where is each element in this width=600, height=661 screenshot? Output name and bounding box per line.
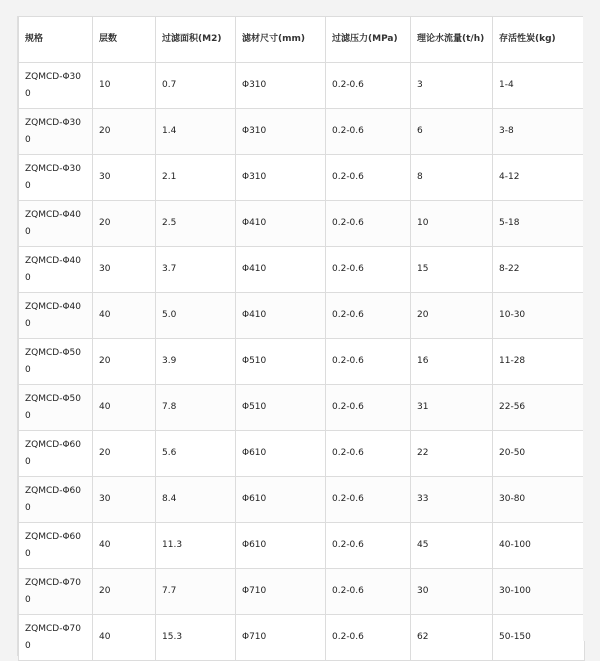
layers-cell: 20: [93, 339, 156, 385]
right-margin: [583, 0, 600, 641]
model-cell: ZQMCD-Φ300: [19, 109, 93, 155]
filter-area-cell: 7.7: [156, 569, 236, 615]
filter-pressure-cell: 0.2-0.6: [326, 63, 411, 109]
carbon-capacity-cell: 20-50: [493, 431, 585, 477]
filter-pressure-cell: 0.2-0.6: [326, 247, 411, 293]
spec-table: [18, 16, 585, 661]
table-row: [19, 615, 585, 661]
table-header: [19, 17, 585, 63]
filter-pressure-cell: 0.2-0.6: [326, 155, 411, 201]
table-row: [19, 109, 585, 155]
table-row: [19, 63, 585, 109]
filter-pressure-cell: 0.2-0.6: [326, 615, 411, 661]
media-size-cell: Φ610: [236, 477, 326, 523]
carbon-capacity-cell: 22-56: [493, 385, 585, 431]
top-margin: [0, 0, 600, 16]
media-size-cell: Φ410: [236, 293, 326, 339]
layers-cell: 30: [93, 247, 156, 293]
model-cell: ZQMCD-Φ700: [19, 615, 93, 661]
filter-area-cell: 7.8: [156, 385, 236, 431]
filter-pressure-cell: 0.2-0.6: [326, 431, 411, 477]
layers-cell: 20: [93, 431, 156, 477]
filter-area-cell: 5.6: [156, 431, 236, 477]
layers-cell: 20: [93, 109, 156, 155]
layers-cell: 40: [93, 523, 156, 569]
model-cell: ZQMCD-Φ600: [19, 523, 93, 569]
media-size-cell: Φ310: [236, 109, 326, 155]
model-cell: ZQMCD-Φ300: [19, 155, 93, 201]
water-flow-cell: 31: [411, 385, 493, 431]
layers-cell: 40: [93, 293, 156, 339]
header-filter-area: 过滤面积(M2): [156, 17, 236, 63]
filter-area-cell: 11.3: [156, 523, 236, 569]
media-size-cell: Φ710: [236, 569, 326, 615]
filter-area-cell: 0.7: [156, 63, 236, 109]
carbon-capacity-cell: 8-22: [493, 247, 585, 293]
media-size-cell: Φ610: [236, 431, 326, 477]
header-row: [19, 17, 585, 63]
media-size-cell: Φ310: [236, 63, 326, 109]
table-body: [19, 63, 585, 661]
carbon-capacity-cell: 1-4: [493, 63, 585, 109]
media-size-cell: Φ610: [236, 523, 326, 569]
model-cell: ZQMCD-Φ700: [19, 569, 93, 615]
filter-pressure-cell: 0.2-0.6: [326, 569, 411, 615]
filter-pressure-cell: 0.2-0.6: [326, 385, 411, 431]
filter-area-cell: 2.1: [156, 155, 236, 201]
layers-cell: 40: [93, 385, 156, 431]
carbon-capacity-cell: 5-18: [493, 201, 585, 247]
table-row: [19, 247, 585, 293]
header-media-size: 滤材尺寸(mm): [236, 17, 326, 63]
filter-area-cell: 2.5: [156, 201, 236, 247]
layers-cell: 40: [93, 615, 156, 661]
water-flow-cell: 45: [411, 523, 493, 569]
layers-cell: 30: [93, 477, 156, 523]
media-size-cell: Φ410: [236, 201, 326, 247]
table-row: [19, 477, 585, 523]
table-row: [19, 385, 585, 431]
layers-cell: 10: [93, 63, 156, 109]
model-cell: ZQMCD-Φ300: [19, 63, 93, 109]
table-row: [19, 569, 585, 615]
table-row: [19, 431, 585, 477]
layers-cell: 20: [93, 201, 156, 247]
layers-cell: 30: [93, 155, 156, 201]
carbon-capacity-cell: 11-28: [493, 339, 585, 385]
model-cell: ZQMCD-Φ500: [19, 339, 93, 385]
filter-area-cell: 15.3: [156, 615, 236, 661]
filter-pressure-cell: 0.2-0.6: [326, 523, 411, 569]
carbon-capacity-cell: 30-80: [493, 477, 585, 523]
water-flow-cell: 10: [411, 201, 493, 247]
water-flow-cell: 3: [411, 63, 493, 109]
table-row: [19, 201, 585, 247]
header-layers: 层数: [93, 17, 156, 63]
media-size-cell: Φ410: [236, 247, 326, 293]
filter-area-cell: 1.4: [156, 109, 236, 155]
water-flow-cell: 20: [411, 293, 493, 339]
filter-area-cell: 5.0: [156, 293, 236, 339]
filter-pressure-cell: 0.2-0.6: [326, 109, 411, 155]
carbon-capacity-cell: 3-8: [493, 109, 585, 155]
header-model: 规格: [19, 17, 93, 63]
header-water-flow: 理论水流量(t/h): [411, 17, 493, 63]
model-cell: ZQMCD-Φ600: [19, 477, 93, 523]
carbon-capacity-cell: 30-100: [493, 569, 585, 615]
spec-table-container: [17, 16, 585, 656]
header-filter-pressure: 过滤压力(MPa): [326, 17, 411, 63]
table-row: [19, 293, 585, 339]
table-row: [19, 155, 585, 201]
media-size-cell: Φ510: [236, 385, 326, 431]
media-size-cell: Φ710: [236, 615, 326, 661]
water-flow-cell: 15: [411, 247, 493, 293]
model-cell: ZQMCD-Φ400: [19, 247, 93, 293]
model-cell: ZQMCD-Φ600: [19, 431, 93, 477]
water-flow-cell: 30: [411, 569, 493, 615]
layers-cell: 20: [93, 569, 156, 615]
filter-pressure-cell: 0.2-0.6: [326, 201, 411, 247]
table-row: [19, 339, 585, 385]
header-carbon-capacity: 存活性炭(kg): [493, 17, 585, 63]
model-cell: ZQMCD-Φ500: [19, 385, 93, 431]
carbon-capacity-cell: 10-30: [493, 293, 585, 339]
filter-pressure-cell: 0.2-0.6: [326, 339, 411, 385]
media-size-cell: Φ510: [236, 339, 326, 385]
model-cell: ZQMCD-Φ400: [19, 201, 93, 247]
water-flow-cell: 8: [411, 155, 493, 201]
media-size-cell: Φ310: [236, 155, 326, 201]
table-row: [19, 523, 585, 569]
carbon-capacity-cell: 4-12: [493, 155, 585, 201]
carbon-capacity-cell: 40-100: [493, 523, 585, 569]
model-cell: ZQMCD-Φ400: [19, 293, 93, 339]
water-flow-cell: 33: [411, 477, 493, 523]
filter-pressure-cell: 0.2-0.6: [326, 477, 411, 523]
water-flow-cell: 22: [411, 431, 493, 477]
filter-pressure-cell: 0.2-0.6: [326, 293, 411, 339]
filter-area-cell: 3.9: [156, 339, 236, 385]
water-flow-cell: 6: [411, 109, 493, 155]
filter-area-cell: 3.7: [156, 247, 236, 293]
filter-area-cell: 8.4: [156, 477, 236, 523]
water-flow-cell: 16: [411, 339, 493, 385]
water-flow-cell: 62: [411, 615, 493, 661]
carbon-capacity-cell: 50-150: [493, 615, 585, 661]
